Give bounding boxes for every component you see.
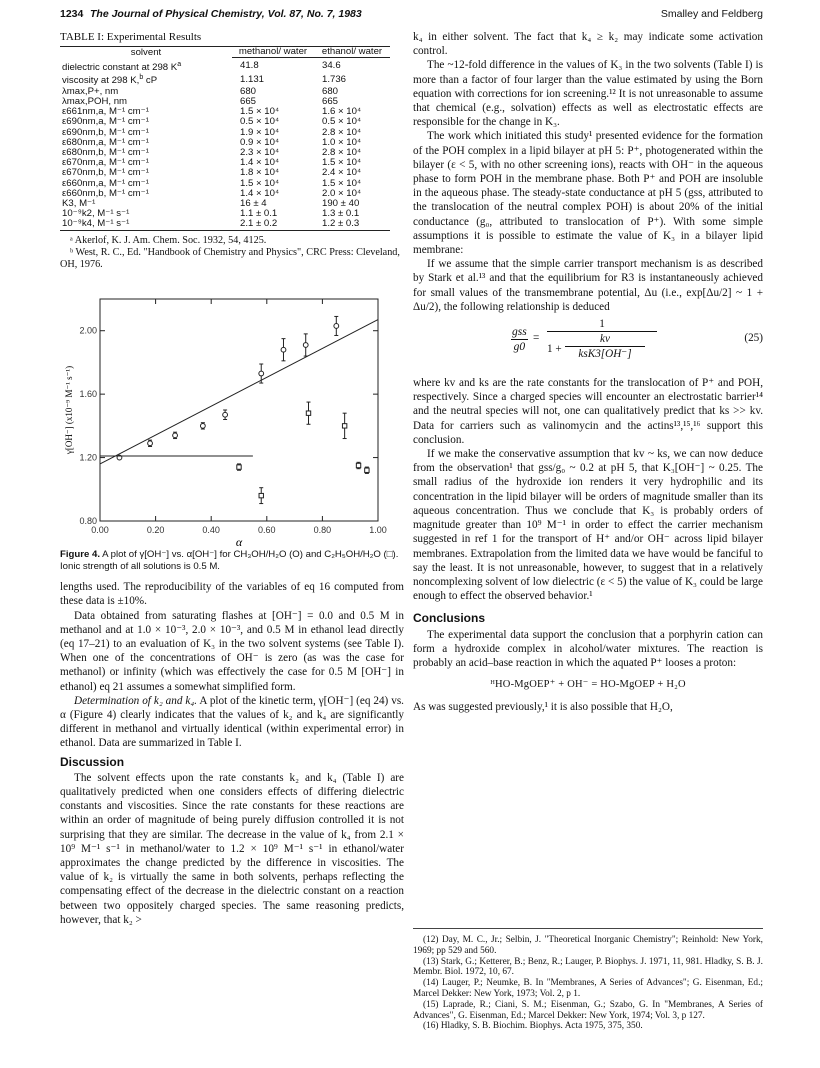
eq-equals: = xyxy=(533,332,540,345)
reference-item: (14) Lauger, P.; Neumke, B. In "Membranes, A Series of Advances"; G. Eisenman, Ed.; Marcel Dekker: New York, 1973; Vol. 2, p 1. xyxy=(413,978,763,999)
right-column xyxy=(413,30,763,715)
reference-item: (12) Day, M. C., Jr.; Selbin, J. "Theoretical Inorganic Chemistry"; Reinhold: New York, 1969; pp 529 and 560. xyxy=(413,935,763,956)
eq-rhs-denominator xyxy=(547,332,657,362)
data-point-ethanol xyxy=(237,465,241,469)
x-tick-label: 1.00 xyxy=(369,525,387,536)
row-label: ε680nm,b, M⁻¹ cm⁻¹ xyxy=(62,146,149,158)
y-tick-label: 1.20 xyxy=(79,452,97,463)
methanol-value: 680 xyxy=(240,85,257,97)
methanol-value: 1.5 × 10⁴ xyxy=(240,106,280,118)
page-number: 1234 xyxy=(60,8,84,20)
methanol-value: 1.4 × 10⁴ xyxy=(240,157,280,169)
row-label: ε680nm,a, M⁻¹ cm⁻¹ xyxy=(62,136,149,148)
methanol-value: 1.4 × 10⁴ xyxy=(240,187,280,199)
ethanol-value: 2.8 × 10⁴ xyxy=(322,126,362,138)
running-authors: Smalley and Feldberg xyxy=(660,8,763,20)
right-paragraph-3: The work which initiated this study¹ presented evidence for the formation of the POH complex in a lipid bilayer at pH 5: P⁺, photogenerated within the bilayer (ε < 5, with no other screening ions), reacts with OH⁻ in the aqueous phase to form POH in the membrane phase. Both P⁺ and POH are insoluble in the aqueous phase. The steady-state conductance at pH 5 (gss, attributed to the translocation of the neutral complex POH) is about 20% of the initial conductance (g₀, attributed to translocation of P⁺). With some simple assumptions it is possible to estimate the value of K₃ in a bilayer lipid membrane: xyxy=(413,130,763,257)
left-paragraph-2: Data obtained from saturating flashes at [OH⁻] = 0.0 and 0.5 M in methanol and at 1.0 × 10⁻³, 2.0 × 10⁻³, and 0.5 M in ethanol lead directly (eq 17–21) to an evaluation of K₃ in the two solvent systems (see Table I). When one of the concentrations of OH⁻ is zero (as was the case for methanol) or infinity (which was effectively the case for 0.5 M [OH⁻] in ethanol) eq 21 assumes a somewhat simplified form. xyxy=(60,609,404,693)
table-row xyxy=(60,73,390,86)
col-ethanol: ethanol/ water xyxy=(314,47,390,58)
left-paragraph-3 xyxy=(60,694,404,751)
figure-caption-text: A plot of γ[OH⁻] vs. α[OH⁻] for CH₃OH/H₂O (O) and C₂H₅OH/H₂O (□). Ionic strength of all solutions is 0.5 M. xyxy=(60,549,399,572)
table-body xyxy=(60,58,390,230)
eq-one-plus: 1 + xyxy=(547,343,562,356)
methanol-value: 1.8 × 10⁴ xyxy=(240,167,280,179)
row-label: dielectric constant at 298 $K^a$ xyxy=(62,60,182,74)
ethanol-value: 1.0 × 10⁴ xyxy=(322,136,362,148)
row-label: viscosity at 298 K,$^b$ cP xyxy=(62,74,158,87)
x-tick-label: 0.40 xyxy=(202,525,220,536)
table-footnotes xyxy=(60,235,404,272)
ethanol-value: 190 ± 40 xyxy=(322,197,360,209)
methanol-value: 41.8 xyxy=(240,59,259,71)
eq-number: (25) xyxy=(744,332,763,345)
table-row xyxy=(60,219,390,230)
data-point-methanol xyxy=(173,433,178,438)
figure-4-plot xyxy=(60,285,400,547)
figure-caption xyxy=(60,549,404,572)
reference-item: (16) Hladky, S. B. Biochim. Biophys. Acta 1975, 375, 350. xyxy=(423,1021,643,1032)
row-label: ε661nm,a, M⁻¹ cm⁻¹ xyxy=(62,106,149,118)
ethanol-value: 34.6 xyxy=(322,59,341,71)
figure-label: Figure 4. xyxy=(60,549,100,561)
data-point-ethanol xyxy=(306,411,310,415)
x-axis-label: α xyxy=(235,535,243,548)
data-point-methanol xyxy=(303,343,308,348)
row-label: ε670nm,b, M⁻¹ cm⁻¹ xyxy=(62,167,149,179)
left-paragraph-4: The solvent effects upon the rate constants k₂ and k₄ (Table I) are qualitatively predicted when one considers effects of differing dielectric constants and viscosities. Since the rate constants for these reactions are within an order of magnitude of being purely diffusion controlled it is not surprising that they are similar. The decrease in the value of k₄ from 2.1 × 10⁹ M⁻¹ s⁻¹ in methanol/water to 1.2 × 10⁹ M⁻¹ s⁻¹ in ethanol/water approximates the change predicted by the difference in viscosities. The value of k₂ is virtually the same in both solvents, perhaps reflecting the compensating effect of the decrease in the dielectric constant on a reaction between two oppositely charged species. The same reasoning predicts, however, that k₂ > xyxy=(60,771,404,926)
right-paragraph-1: k₄ in either solvent. The fact that k₄ ≥ k₂ may indicate some activation control. xyxy=(413,31,763,58)
data-point-methanol xyxy=(259,371,264,376)
right-paragraph-2: The ~12-fold difference in the values of K₃ in the two solvents (Table I) is more than a factor of four larger than the value estimated by using the Born equation with corrections for ion screening.¹² It is not unreasonable to assume that chemical (e.g., solvation) effects as well as electrostatic effects are responsible for the change in K₃. xyxy=(413,59,763,129)
eq-lhs xyxy=(511,325,528,354)
ethanol-value: 2.8 × 10⁴ xyxy=(322,146,362,158)
y-tick-label: 0.80 xyxy=(79,516,97,527)
right-paragraph-7: The experimental data support the conclusion that a porphyrin cation can form a hydroxide complex in alcohol/water mixtures. The reaction is probably an acid–base reaction in which the aquated P⁺ looses a proton: xyxy=(413,628,763,669)
methanol-value: 1.9 × 10⁴ xyxy=(240,126,280,138)
journal-title: The Journal of Physical Chemistry, Vol. 87, No. 7, 1983 xyxy=(90,8,362,20)
y-tick-label: 2.00 xyxy=(79,325,97,336)
figure-4 xyxy=(60,285,400,547)
ethanol-value: 1.5 × 10⁴ xyxy=(322,177,362,189)
subsection-heading: Determination of k₂ and k₄. xyxy=(74,694,198,707)
x-tick-label: 0.20 xyxy=(146,525,165,536)
x-tick-label: 0.00 xyxy=(91,525,109,536)
ethanol-value: 0.5 × 10⁴ xyxy=(322,116,362,128)
table-row xyxy=(60,58,390,73)
ethanol-value: 680 xyxy=(322,85,339,97)
right-paragraph-5: where kv and ks are the rate constants for the translocation of P⁺ and POH, respectively. Since a charged species will encounter an electrostatic barrier¹⁴ and the neutral species will not, one can qualitatively predict that ks >> kv. Data for carriers such as valinomycin and the actins¹³,¹⁵,¹⁶ support this conclusion. xyxy=(413,377,763,446)
data-point-ethanol xyxy=(356,463,360,467)
methanol-value: 0.9 × 10⁴ xyxy=(240,136,280,148)
discussion-heading: Discussion xyxy=(60,754,125,769)
ethanol-value: 1.3 ± 0.1 xyxy=(322,208,360,220)
methanol-value: 1.131 xyxy=(240,73,265,85)
row-label: ε660nm,b, M⁻¹ cm⁻¹ xyxy=(62,187,149,199)
fit-line xyxy=(100,320,378,464)
ethanol-value: 665 xyxy=(322,95,339,107)
left-column xyxy=(60,30,404,927)
row-label: ε690nm,a, M⁻¹ cm⁻¹ xyxy=(62,116,149,128)
row-label: K3, M⁻¹ xyxy=(62,197,96,209)
references xyxy=(413,928,763,1032)
right-paragraph-8: As was suggested previously,¹ it is also possible that H₂O, xyxy=(413,701,673,714)
ethanol-value: 1.736 xyxy=(322,73,347,85)
conclusions-heading: Conclusions xyxy=(413,611,486,626)
row-label: λmax,POH, nm xyxy=(62,95,128,107)
methanol-value: 2.3 × 10⁴ xyxy=(240,146,280,158)
methanol-value: 1.1 ± 0.1 xyxy=(240,208,278,220)
data-point-methanol xyxy=(281,347,286,352)
data-point-methanol xyxy=(148,441,153,446)
data-point-methanol xyxy=(200,424,205,429)
x-tick-label: 0.80 xyxy=(313,525,332,536)
equation-25 xyxy=(413,317,763,373)
ethanol-value: 1.5 × 10⁴ xyxy=(322,157,362,169)
ethanol-value: 2.0 × 10⁴ xyxy=(322,187,362,199)
reaction-equation: ᴴHO-MgOEP⁺ + OH⁻ = HO-MgOEP + H₂O xyxy=(490,679,686,691)
row-label: ε660nm,a, M⁻¹ cm⁻¹ xyxy=(62,177,149,189)
methanol-value: 665 xyxy=(240,95,257,107)
y-axis-label: γ[OH⁻] (x10⁻⁹ M⁻¹ s⁻¹) xyxy=(64,366,74,455)
row-label: ε670nm,a, M⁻¹ cm⁻¹ xyxy=(62,157,149,169)
row-label: 10⁻⁹k4, M⁻¹ s⁻¹ xyxy=(60,219,232,230)
row-label: ε690nm,b, M⁻¹ cm⁻¹ xyxy=(62,126,149,138)
eq-inner-fraction xyxy=(565,332,645,361)
col-solvent: solvent xyxy=(60,47,232,58)
data-point-methanol xyxy=(223,412,228,417)
x-tick-label: 0.60 xyxy=(258,525,276,536)
row-label: 10⁻⁹k2, M⁻¹ s⁻¹ xyxy=(62,208,130,220)
right-paragraph-6: If we make the conservative assumption that kv ~ ks, we can now deduce from the observation¹ that gss/g₀ ~ 0.2 at pH 5, that K₃[OH⁻] ~ 0.25. The small radius of the hydroxide ion renders it very hydrophilic and its concentration in the lipid bilayer will be orders of magnitude smaller than its aqueous concentration. Thus we conclude that K₃ is probably orders of magnitude greater than 10⁹ M⁻¹ in order to effect the carrier mechanism suggested in ref 1 for the transport of H⁺ and/or OH⁻ across lipid bilayer membranes. Extrapolation from the limited data we have would be fanciful to say the least. It is not unreasonable, however, to suggest that in a relatively noncomplexing solvent of low dielectric (ε < 5) the value of K₃ could be large enough to effect the observed behavior.¹ xyxy=(413,448,763,603)
right-paragraph-4: If we assume that the simple carrier transport mechanism is as described by Stark et al.¹³ and that the equilibrium for R3 is instantaneously achieved for small values of the transmembrane potential, Δu (i.e., exp[Δu/2] ~ 1 + Δu/2), the following relationship is deduced xyxy=(413,258,763,313)
reference-item: (15) Laprade, R.; Ciani, S. M.; Eisenman, G.; Szabo, G. In "Membranes, A Series of Advances", G. Eisenman, Ed.; Marcel Dekker: New York, 1974; Vol. 3, p 127. xyxy=(413,999,763,1021)
col-methanol: methanol/ water xyxy=(232,47,314,58)
eq-kv: kv xyxy=(565,332,645,347)
results-table xyxy=(60,46,390,230)
eq-lhs-numerator: gss xyxy=(511,325,528,340)
methanol-value: 1.5 × 10⁴ xyxy=(240,177,280,189)
methanol-value: 16 ± 4 xyxy=(240,197,267,209)
left-paragraph-1: lengths used. The reproducibility of the variables of eq 16 computed from these data is ±10%. xyxy=(60,581,404,608)
data-point-methanol xyxy=(334,324,339,329)
ethanol-value: 1.6 × 10⁴ xyxy=(322,106,362,118)
methanol-value: 0.5 × 10⁴ xyxy=(240,116,280,128)
row-label: λmax,P+, nm xyxy=(62,85,119,97)
left-paragraph-3-text: A plot of the kinetic term, γ[OH⁻] (eq 24) vs. α (Figure 4) clearly indicates that the values of k₂ and k₄ are significantly different in methanol and virtually identical (within experimental error) in ethanol. Data are summarized in Table I. xyxy=(60,694,404,750)
methanol-value: 2.1 ± 0.2 xyxy=(232,219,314,230)
reference-item: (13) Stark, G.; Ketterer, B.; Benz, R.; Lauger, P. Biophys. J. 1971, 11, 981. Hladky, S. B. J. Membr. Biol. 1972, 10, 67. xyxy=(413,956,763,978)
data-point-ethanol xyxy=(365,468,369,472)
data-point-ethanol xyxy=(342,424,346,428)
ethanol-value: 2.4 × 10⁴ xyxy=(322,167,362,179)
footnote-a: ᵃ Akerlof, K. J. Am. Chem. Soc. 1932, 54, 4125. xyxy=(70,234,267,246)
data-point-ethanol xyxy=(259,494,263,498)
eq-lhs-denominator: g0 xyxy=(513,341,526,354)
eq-rhs xyxy=(547,317,657,362)
eq-ks-k3-oh: ksK3[OH⁻] xyxy=(578,348,632,361)
y-tick-label: 1.60 xyxy=(79,389,97,400)
running-header xyxy=(60,8,763,26)
eq-rhs-numerator: 1 xyxy=(547,317,657,332)
ethanol-value: 1.2 ± 0.3 xyxy=(314,219,390,230)
table-title: TABLE I: Experimental Results xyxy=(60,31,202,43)
footnote-b: ᵇ West, R. C., Ed. "Handbook of Chemistry and Physics", CRC Press: Cleveland, OH, 1976. xyxy=(60,246,400,270)
